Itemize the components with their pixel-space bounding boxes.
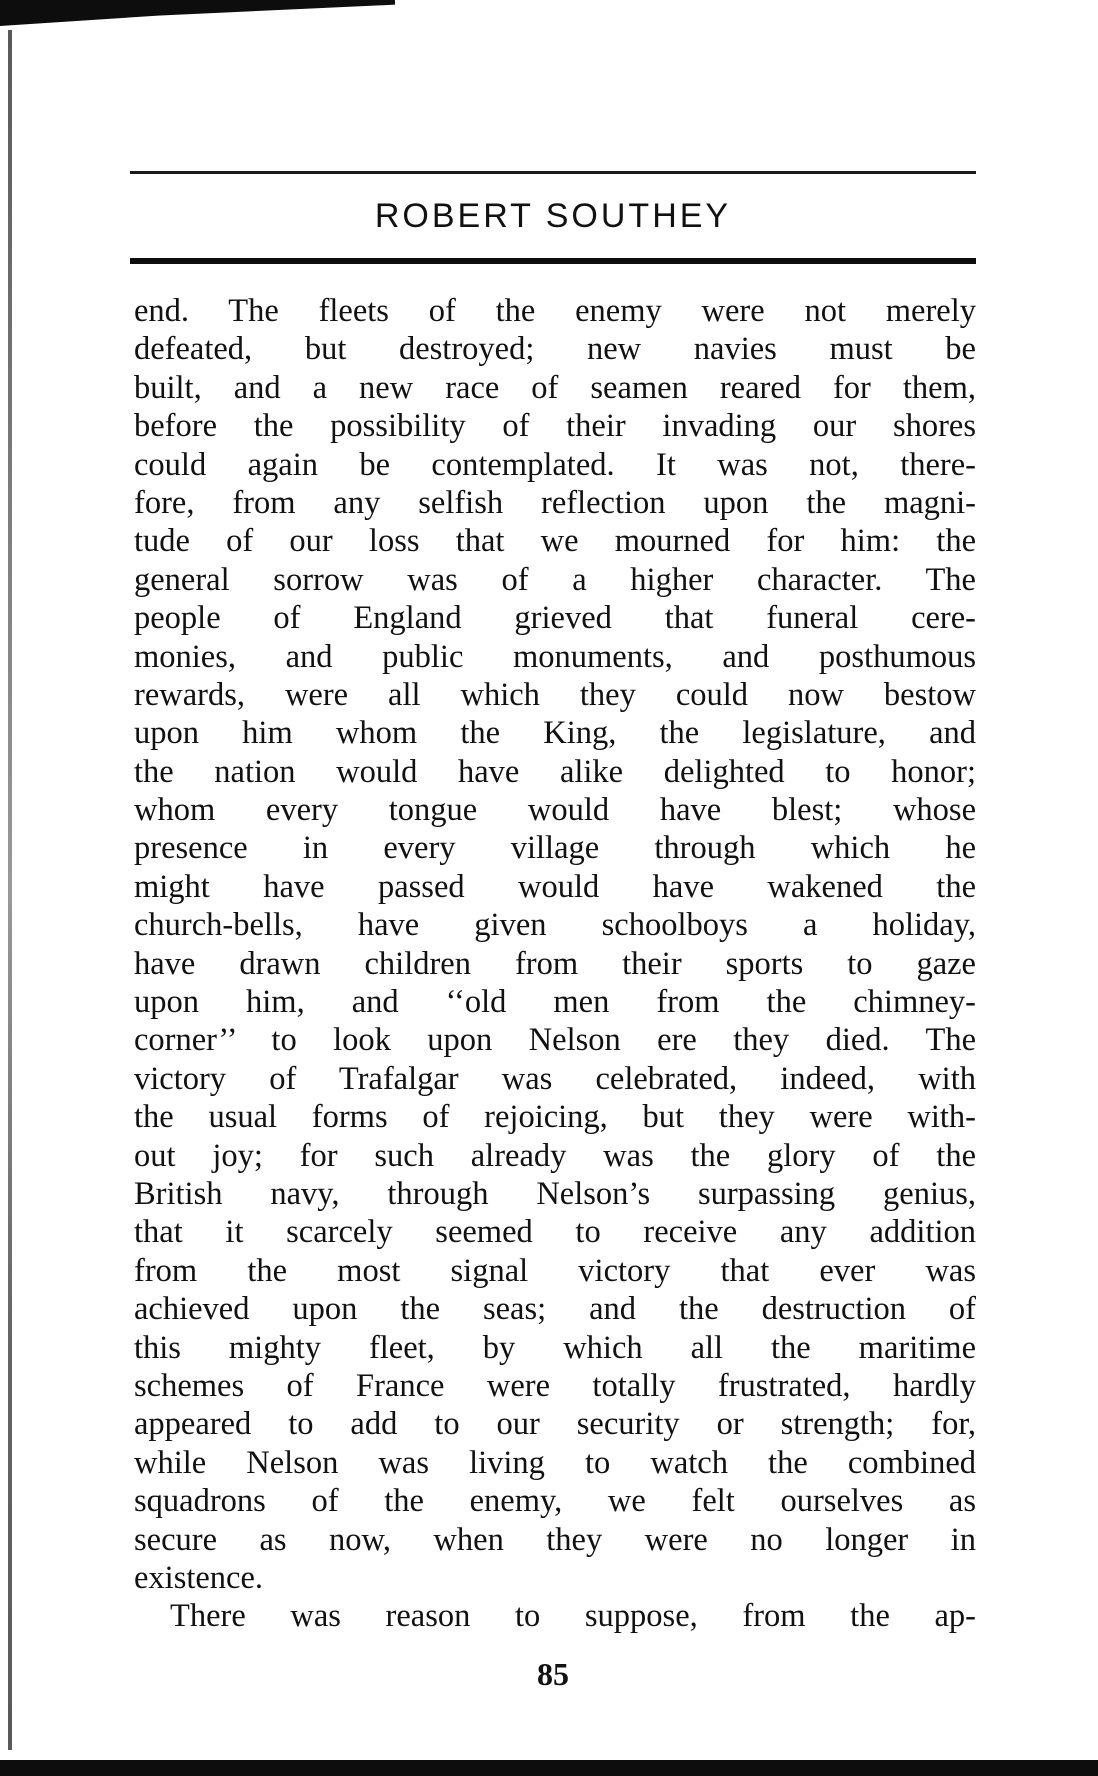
text-line: this mighty fleet, by which all the maritime	[134, 1329, 976, 1366]
text-line: secure as now, when they were no longer in	[134, 1521, 976, 1558]
text-line: fore, from any selfish reflection upon the magni-	[134, 484, 976, 521]
text-line: could again be contemplated. It was not, there-	[134, 446, 976, 483]
text-line: defeated, but destroyed; new navies must be	[134, 331, 976, 368]
text-line: squadrons of the enemy, we felt ourselves as	[134, 1483, 976, 1520]
text-line: upon him, and ‘‘old men from the chimney-	[134, 984, 976, 1021]
text-line: existence.	[134, 1559, 264, 1596]
paragraph-2	[134, 1597, 976, 1635]
scan-left-edge	[8, 30, 12, 1750]
text-line: the usual forms of rejoicing, but they were with-	[134, 1099, 976, 1136]
text-line: the nation would have alike delighted to honor;	[134, 753, 976, 790]
body-text	[134, 292, 976, 1636]
text-line: end. The fleets of the enemy were not merely	[134, 293, 976, 329]
text-line: rewards, were all which they could now bestow	[134, 676, 976, 713]
scan-bottom-edge	[0, 1760, 1098, 1776]
text-line: people of England grieved that funeral cere-	[134, 600, 976, 637]
page-number: 85	[537, 1656, 569, 1692]
scan-top-edge	[0, 0, 395, 26]
header-rule-top	[130, 171, 976, 174]
text-line: while Nelson was living to watch the combined	[134, 1444, 976, 1481]
text-line: might have passed would have wakened the	[134, 868, 976, 905]
text-line: whom every tongue would have blest; whose	[134, 792, 976, 829]
text-line: general sorrow was of a higher character. The	[134, 561, 976, 598]
text-line: out joy; for such already was the glory of the	[134, 1137, 976, 1174]
text-line: British navy, through Nelson’s surpassing genius,	[134, 1175, 976, 1212]
header-rule-bottom	[130, 258, 976, 264]
text-line: presence in every village through which he	[134, 830, 976, 867]
text-line: monies, and public monuments, and posthumous	[134, 638, 976, 675]
running-header-title: ROBERT SOUTHEY	[374, 197, 732, 235]
text-line: tude of our loss that we mourned for him: the	[134, 523, 976, 560]
text-line: have drawn children from their sports to gaze	[134, 945, 976, 982]
text-line: schemes of France were totally frustrated, hardly	[134, 1367, 976, 1404]
text-line: corner’’ to look upon Nelson ere they died. The	[134, 1022, 976, 1059]
text-line: achieved upon the seas; and the destruction of	[134, 1291, 976, 1328]
text-line: from the most signal victory that ever was	[134, 1252, 976, 1289]
text-line: before the possibility of their invading our shores	[134, 408, 976, 445]
text-line: victory of Trafalgar was celebrated, indeed, with	[134, 1060, 976, 1097]
text-line: upon him whom the King, the legislature, and	[134, 715, 976, 752]
text-line: that it scarcely seemed to receive any addition	[134, 1214, 976, 1251]
text-line: church-bells, have given schoolboys a holiday,	[134, 907, 976, 944]
paragraph-1	[134, 292, 976, 1597]
text-line: appeared to add to our security or strength; for,	[134, 1406, 976, 1443]
text-line: built, and a new race of seamen reared for them,	[134, 369, 976, 406]
text-line: There was reason to suppose, from the ap-	[170, 1598, 976, 1635]
